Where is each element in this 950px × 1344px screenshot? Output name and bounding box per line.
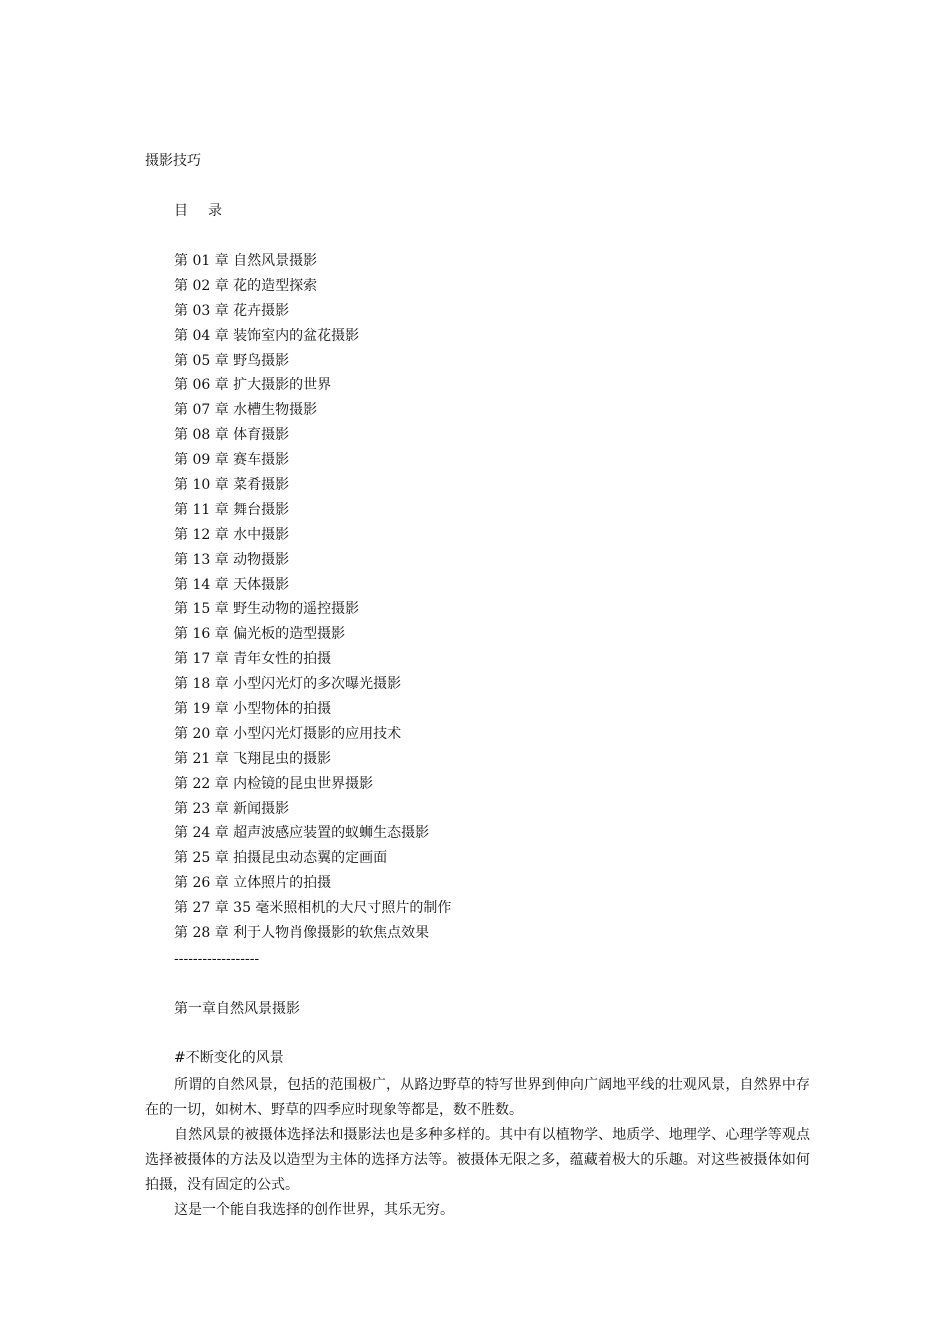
toc-item: 第 16 章 偏光板的造型摄影 (174, 626, 346, 643)
document-title: 摄影技巧 (145, 153, 201, 169)
paragraph: 所谓的自然风景，包括的范围极广，从路边野草的特写世界到伸向广阔地平线的壮观风景，自然界中存在的一切，如树木、野草的四季应时现象等都是，数不胜数。 (145, 1077, 810, 1118)
toc-item: 第 11 章 舞台摄影 (174, 501, 290, 518)
section-heading: #不断变化的风景 (174, 1050, 284, 1066)
toc-item: 第 10 章 菜肴摄影 (174, 477, 290, 494)
toc-item: 第 18 章 小型闪光灯的多次曝光摄影 (174, 676, 402, 693)
toc-item: 第 05 章 野鸟摄影 (174, 352, 290, 369)
toc-item: 第 07 章 水槽生物摄影 (174, 402, 318, 419)
table-of-contents (174, 251, 451, 948)
toc-item: 第 12 章 水中摄影 (174, 526, 290, 543)
toc-item: 第 17 章 青年女性的拍摄 (174, 651, 332, 668)
body-text (145, 1073, 810, 1222)
section-divider: ------------------ (174, 951, 260, 967)
toc-item: 第 27 章 35 毫米照相机的大尺寸照片的制作 (174, 900, 452, 917)
toc-item: 第 13 章 动物摄影 (174, 551, 290, 568)
toc-item: 第 20 章 小型闪光灯摄影的应用技术 (174, 725, 402, 742)
toc-item: 第 25 章 拍摄昆虫动态翼的定画面 (174, 850, 388, 867)
toc-item: 第 19 章 小型物体的拍摄 (174, 701, 332, 718)
toc-item: 第 09 章 赛车摄影 (174, 452, 290, 469)
toc-item: 第 06 章 扩大摄影的世界 (174, 377, 332, 394)
toc-item: 第 26 章 立体照片的拍摄 (174, 875, 332, 892)
chapter-heading: 第一章自然风景摄影 (174, 1001, 300, 1017)
toc-item: 第 14 章 天体摄影 (174, 576, 290, 593)
toc-heading-right: 录 (208, 203, 222, 219)
toc-item: 第 03 章 花卉摄影 (174, 302, 290, 319)
toc-item: 第 23 章 新闻摄影 (174, 800, 290, 817)
toc-item: 第 04 章 装饰室内的盆花摄影 (174, 327, 360, 344)
toc-item: 第 02 章 花的造型探索 (174, 277, 318, 294)
paragraph: 这是一个能自我选择的创作世界，其乐无穷。 (174, 1201, 454, 1218)
paragraph: 自然风景的被摄体选择法和摄影法也是多种多样的。其中有以植物学、地质学、地理学、心理学等观点选择被摄体的方法及以造型为主体的选择方法等。被摄体无限之多，蕴藏着极大的乐趣。对这些被摄体如何拍摄，没有固定的公式。 (145, 1126, 810, 1193)
toc-item: 第 01 章 自然风景摄影 (174, 253, 318, 269)
toc-item: 第 08 章 体育摄影 (174, 427, 290, 444)
toc-item: 第 15 章 野生动物的遥控摄影 (174, 601, 360, 618)
toc-item: 第 28 章 利于人物肖像摄影的软焦点效果 (174, 925, 430, 942)
toc-item: 第 21 章 飞翔昆虫的摄影 (174, 750, 332, 767)
toc-item: 第 22 章 内检镜的昆虫世界摄影 (174, 775, 374, 792)
toc-heading-left: 目 (174, 203, 188, 219)
toc-item: 第 24 章 超声波感应装置的蚁蛳生态摄影 (174, 825, 430, 842)
toc-heading (174, 201, 222, 221)
